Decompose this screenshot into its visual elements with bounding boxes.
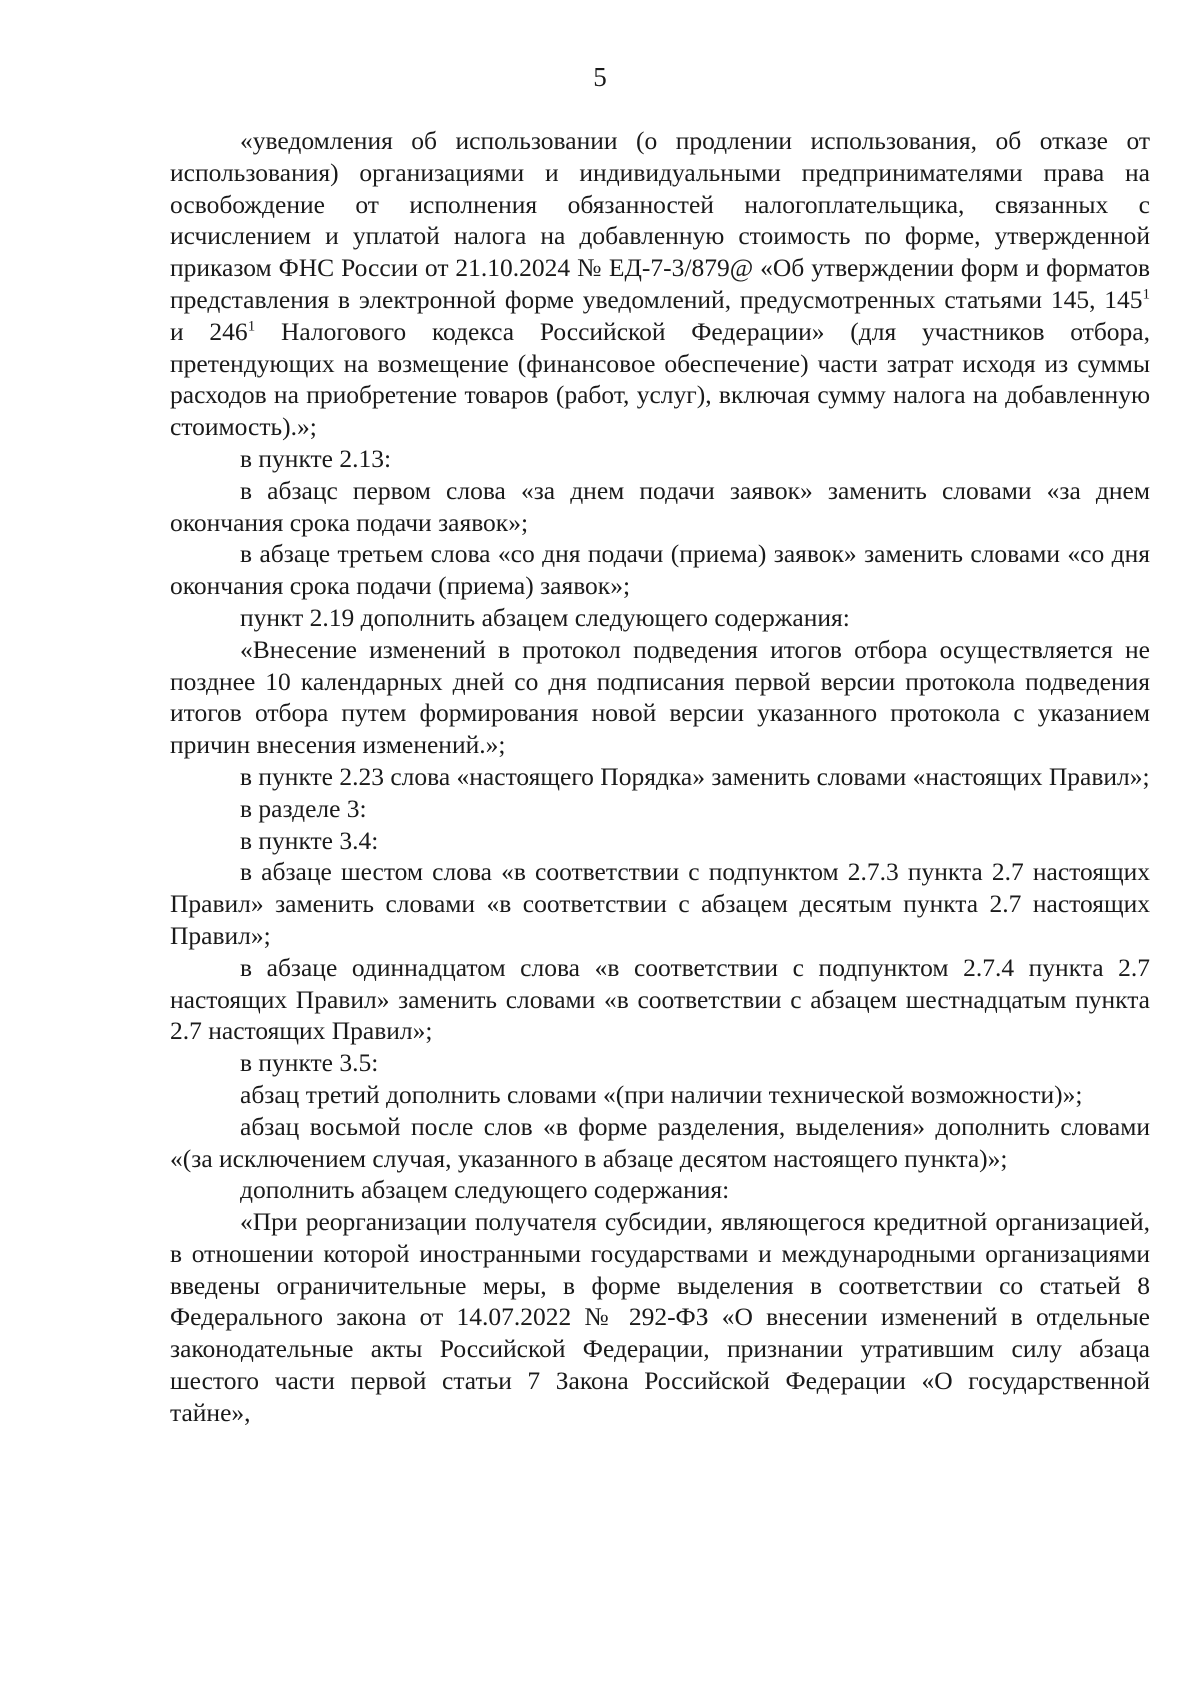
paragraph: в абзаце шестом слова «в соответствии с подпунктом 2.7.3 пункта 2.7 настоящих Правил» заменить словами «в соответствии с абзацем десятым пункта 2.7 настоящих Правил»; <box>170 857 1150 950</box>
paragraph: в абзацс первом слова «за днем подачи заявок» заменить словами «за днем окончания срока подачи заявок»; <box>170 475 1150 537</box>
paragraph: в абзаце одиннадцатом слова «в соответствии с подпунктом 2.7.4 пункта 2.7 настоящих Правил» заменить словами «в соответствии с абзацем шестнадцатым пункта 2.7 настоящих Правил»; <box>170 952 1150 1046</box>
paragraph: «Внесение изменений в протокол подведения итогов отбора осуществляется не позднее 10 календарных дней со дня подписания первой версии протокола подведения итогов отбора путем формирования новой версии указанного протокола с указанием причин внесения изменений.»; <box>170 634 1150 760</box>
paragraph: абзац третий дополнить словами «(при наличии технической возможности)»; <box>240 1079 1083 1109</box>
paragraph-quoted-notification: «уведомления об использовании (о продлении использования, об отказе от использования) организациями и индивидуальными предпринимателями права на освобождение от исполнения обязанностей налогоплательщика, связанных с исчислением и уплатой налога на добавленную стоимость по форме, утвержденной приказом ФНС России от 21.10.2024 № ЕД-7-3/879@ «Об утверждении форм и форматов представления в электронной форме уведомлений, предусмотренных статьями 145, $145^1$ и $246^1$ Налогового кодекса Российской Федерации» (для участников отбора, претендующих на возмещение (финансовое обеспечение) части затрат исходя из суммы расходов на приобретение товаров (работ, услуг), включая сумму налога на добавленную стоимость).»; <box>170 126 1150 442</box>
paragraph: в разделе 3: <box>240 793 367 823</box>
paragraph: абзац восьмой после слов «в форме разделения, выделения» дополнить словами «(за исключением случая, указанного в абзаце десятом настоящего пункта)»; <box>170 1111 1150 1173</box>
paragraph: в пункте 2.13: <box>240 443 392 473</box>
paragraph: в пункте 3.4: <box>240 825 379 855</box>
paragraph: в пункте 3.5: <box>240 1048 379 1078</box>
paragraph: дополнить абзацем следующего содержания: <box>240 1175 730 1205</box>
paragraph: «При реорганизации получателя субсидии, являющегося кредитной организацией, в отношении которой иностранными государствами и международными организациями введены ограничительные меры, в форме выделения в соответствии со статьей 8 Федерального закона от 14.07.2022 № 292-ФЗ «О внесении изменений в отдельные законодательные акты Российской Федерации, признании утратившим силу абзаца шестого части первой статьи 7 Закона Российской Федерации «О государственной тайне», <box>170 1207 1150 1427</box>
page-number: 5 <box>593 62 607 92</box>
document-body <box>170 125 1150 1429</box>
paragraph: в абзаце третьем слова «со дня подачи (приема) заявок» заменить словами «со дня окончания срока подачи (приема) заявок»; <box>170 539 1150 601</box>
paragraph: пункт 2.19 дополнить абзацем следующего содержания: <box>240 602 850 632</box>
paragraph: в пункте 2.23 слова «настоящего Порядка» заменить словами «настоящих Правил»; <box>240 761 1150 791</box>
